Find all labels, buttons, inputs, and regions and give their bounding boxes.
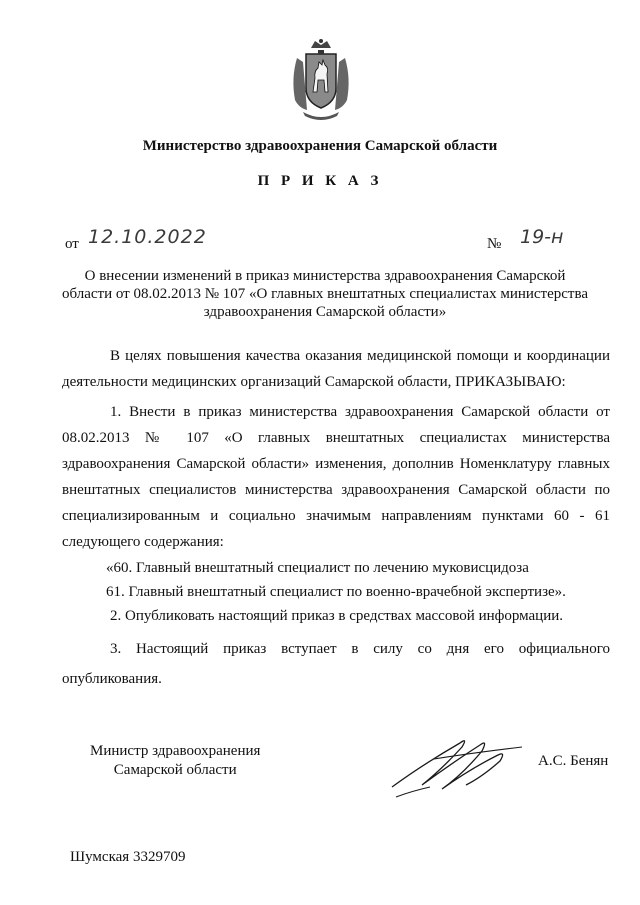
handwritten-signature <box>372 725 532 805</box>
item-60-line: «60. Главный внештатный специалист по лечению муковисцидоза <box>106 560 529 576</box>
executor-contact: Шумская 3329709 <box>70 849 186 865</box>
item-3-paragraph: 3. Настоящий приказ вступает в силу со дня его официального опубликования. <box>62 641 610 687</box>
coat-of-arms-icon <box>289 38 353 122</box>
signer-position-line-2: Самарской области <box>113 762 237 778</box>
handwritten-date: 12.10.2022 <box>88 226 207 248</box>
number-label: № <box>487 236 502 252</box>
order-subject: О внесении изменений в приказ министерства здравоохранения Самарской области от 08.02.2013 № 107 «О главных внештатных специалистах министерства здравоохранения Самарской области» <box>61 268 589 320</box>
ministry-name: Министерство здравоохранения Самарской области <box>142 138 498 154</box>
intro-paragraph: В целях повышения качества оказания медицинской помощи и координации деятельности медицинских организаций Самарской области, ПРИКАЗЫВАЮ: <box>62 348 610 390</box>
signer-position <box>90 742 260 780</box>
date-label: от <box>65 236 79 252</box>
document-type-title: П Р И К А З <box>257 173 383 189</box>
item-61-line: 61. Главный внештатный специалист по военно-врачебной экспертизе». <box>106 584 566 600</box>
handwritten-number: 19-н <box>520 226 564 248</box>
item-1-paragraph: 1. Внести в приказ министерства здравоохранения Самарской области от 08.02.2013 № 107 «О главных внештатных специалистах министерства здравоохранения Самарской области» изменения, дополнив Номенклатуру главных внештатных специалистов министерства здравоохранения Самарской области по специализированным и социально значимым направлениям пунктами 60 - 61 следующего содержания: <box>62 404 610 550</box>
item-2-paragraph: 2. Опубликовать настоящий приказ в средствах массовой информации. <box>110 608 564 624</box>
signer-name: А.С. Бенян <box>538 753 609 769</box>
signer-position-line-1: Министр здравоохранения <box>90 743 261 759</box>
